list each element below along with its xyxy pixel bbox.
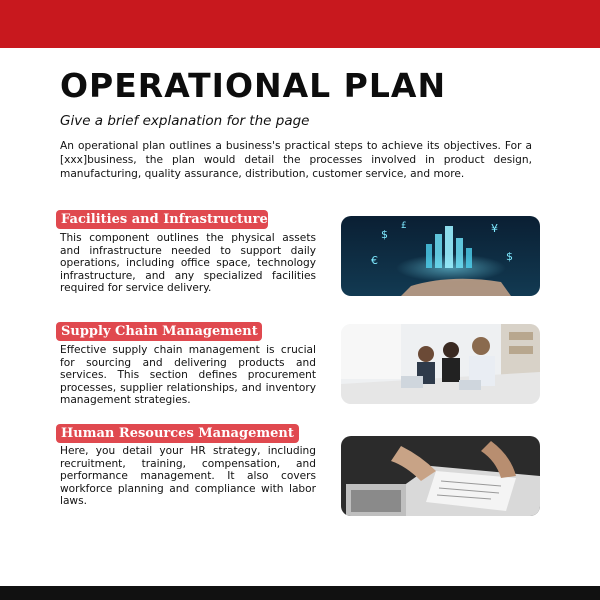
- intro-paragraph: An operational plan outlines a business's practical steps to achieve its objectives. For a [xxx]business, the plan would detail the processes involved in product design, manufacturing, quality assurance, distribution, customer service, and more.: [60, 140, 532, 180]
- page-subtitle: Give a brief explanation for the page: [60, 113, 310, 129]
- section-heading-supply-chain: Supply Chain Management: [56, 322, 262, 341]
- section-heading-hr: Human Resources Management: [56, 424, 299, 443]
- svg-text:$: $: [506, 250, 513, 263]
- office-team-photo: [341, 324, 540, 404]
- svg-text:€: €: [371, 254, 378, 267]
- section-body-facilities: This component outlines the physical assets and infrastructure needed to support daily operations, including office space, technology infrastructure, and any specialized facilities required for service delivery.: [60, 232, 316, 295]
- finance-hologram-photo: [341, 216, 540, 296]
- laptop-documents-photo: [341, 436, 540, 516]
- svg-text:¥: ¥: [491, 222, 498, 235]
- top-banner: [0, 0, 600, 48]
- svg-text:$: $: [381, 228, 388, 241]
- page-title: OPERATIONAL PLAN: [60, 66, 447, 105]
- bottom-banner: [0, 586, 600, 600]
- svg-text:£: £: [401, 221, 407, 231]
- section-heading-facilities: Facilities and Infrastructure: [56, 210, 268, 229]
- section-body-hr: Here, you detail your HR strategy, including recruitment, training, compensation, and performance management. It also covers workforce planning and compliance with labor laws.: [60, 445, 316, 508]
- section-body-supply-chain: Effective supply chain management is crucial for sourcing and delivering products and services. This section defines procurement processes, supplier relationships, and inventory management strategies.: [60, 344, 316, 407]
